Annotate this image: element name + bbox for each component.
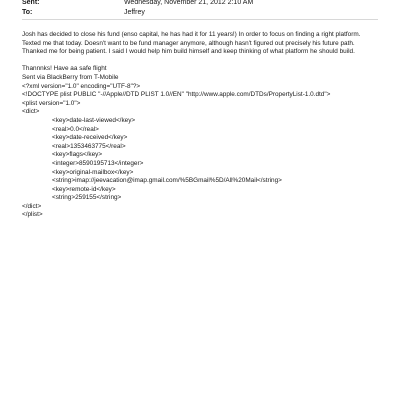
sent-header-row <box>22 0 253 7</box>
plist-entry: <string>imap://jeevacation@imap.gmail.com/%5BGmail%5D/All%20Mail</string> <box>52 177 282 185</box>
header-divider <box>22 19 378 20</box>
paragraph-gap <box>22 57 378 66</box>
to-label: To: <box>22 9 33 16</box>
doctype-line: <!DOCTYPE plist PUBLIC "-//Apple//DTD PLIST 1.0//EN" "http://www.apple.com/DTDs/PropertyList-1.0.dtd"> <box>22 91 331 99</box>
plist-entry: <key>date-last-viewed</key> <box>52 116 136 124</box>
plist-entry: <key>flags</key> <box>52 151 103 159</box>
message-line: Thanked me for being patient. I said I would help him build himself and keep thinking of what platform he should build. <box>22 48 355 56</box>
message-line: Texted me that today. Doesn't want to be fund manager anymore, although hasn't figured out precisely his future path. <box>22 39 355 47</box>
to-value: Jeffrey <box>123 9 145 16</box>
plist-entry: <integer>8590195713</integer> <box>52 159 144 167</box>
to-header-row <box>22 8 145 17</box>
sent-via-line: Sent via BlackBerry from T-Mobile <box>22 73 119 81</box>
message-body <box>22 31 378 220</box>
signoff-line: Thannnks! Have aa safe flight <box>22 65 107 73</box>
plist-close-tag: </plist> <box>22 211 43 219</box>
sent-value: Wednesday, November 21, 2012 2:10 AM <box>123 0 254 6</box>
message-line: Josh has decided to close his fund (enso capital, he has had it for 11 years!) In order to focus on finding a right platform. <box>22 31 361 38</box>
dict-close-tag: </dict> <box>22 202 42 210</box>
xml-declaration: <?xml version="1.0" encoding="UTF-8"?> <box>22 82 141 90</box>
sent-label: Sent: <box>22 0 40 6</box>
plist-entry: <real>0.0</real> <box>52 125 99 133</box>
plist-entry: <real>1353463775</real> <box>52 142 126 150</box>
plist-open-tag: <plist version="1.0"> <box>22 99 81 107</box>
plist-entry: <string>259155</string> <box>52 194 122 202</box>
plist-entry: <key>date-received</key> <box>52 134 128 142</box>
plist-entry: <key>original-mailbox</key> <box>52 168 134 176</box>
plist-entry: <key>remote-id</key> <box>52 185 116 193</box>
dict-open-tag: <dict> <box>22 108 40 116</box>
